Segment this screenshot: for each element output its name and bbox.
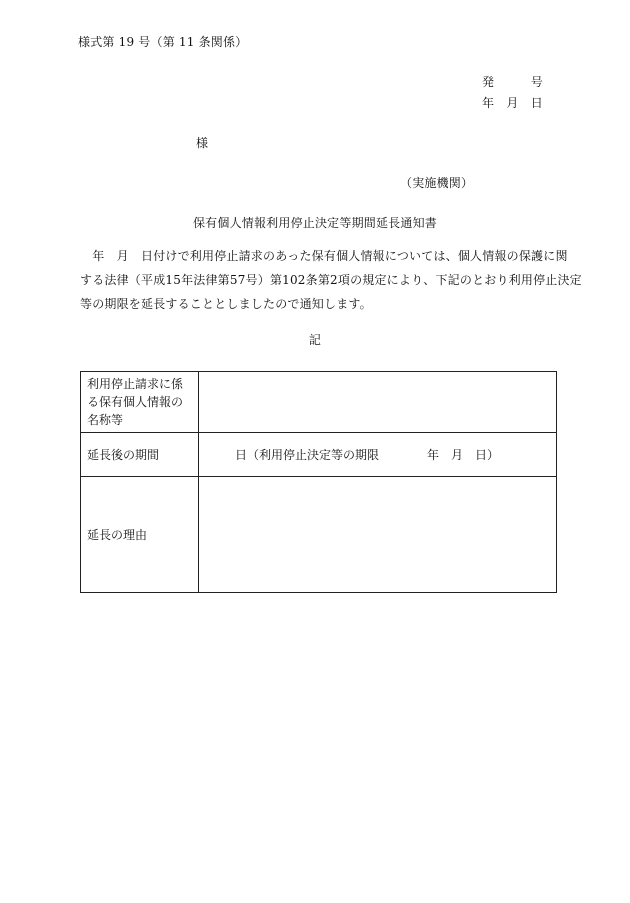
body-text-line-2: する法律（平成15年法律第57号）第102条第2項の規定により、下記のとおり利用停止決定 xyxy=(80,273,582,287)
issue-date: 年 月 日 xyxy=(482,96,544,110)
row-value-information-name xyxy=(199,372,557,433)
form-number: 様式第 19 号（第 11 条関係） xyxy=(78,35,248,49)
issue-number: 発 号 xyxy=(482,75,544,89)
table-row xyxy=(81,477,557,593)
ki-heading: 記 xyxy=(308,333,322,347)
table-row xyxy=(81,433,557,477)
body-text-line-3: 等の期限を延長することとしましたので通知します。 xyxy=(80,297,372,311)
row-label-extended-period: 延長後の期間 xyxy=(81,433,199,477)
addressee: 様 xyxy=(196,136,209,150)
document-title: 保有個人情報利用停止決定等期間延長通知書 xyxy=(192,216,437,230)
row-value-extended-period: 日（利用停止決定等の期限 年 月 日） xyxy=(199,433,557,477)
row-label-information-name: 利用停止請求に係る保有個人情報の名称等 xyxy=(81,372,199,433)
row-label-extension-reason: 延長の理由 xyxy=(81,477,199,593)
implementing-agency: （実施機関） xyxy=(400,176,474,190)
notice-details-table xyxy=(80,371,557,593)
table-row xyxy=(81,372,557,433)
row-value-extension-reason xyxy=(199,477,557,593)
body-text-line-1: 年 月 日付けで利用停止請求のあった保有個人情報については、個人情報の保護に関 xyxy=(80,249,568,263)
